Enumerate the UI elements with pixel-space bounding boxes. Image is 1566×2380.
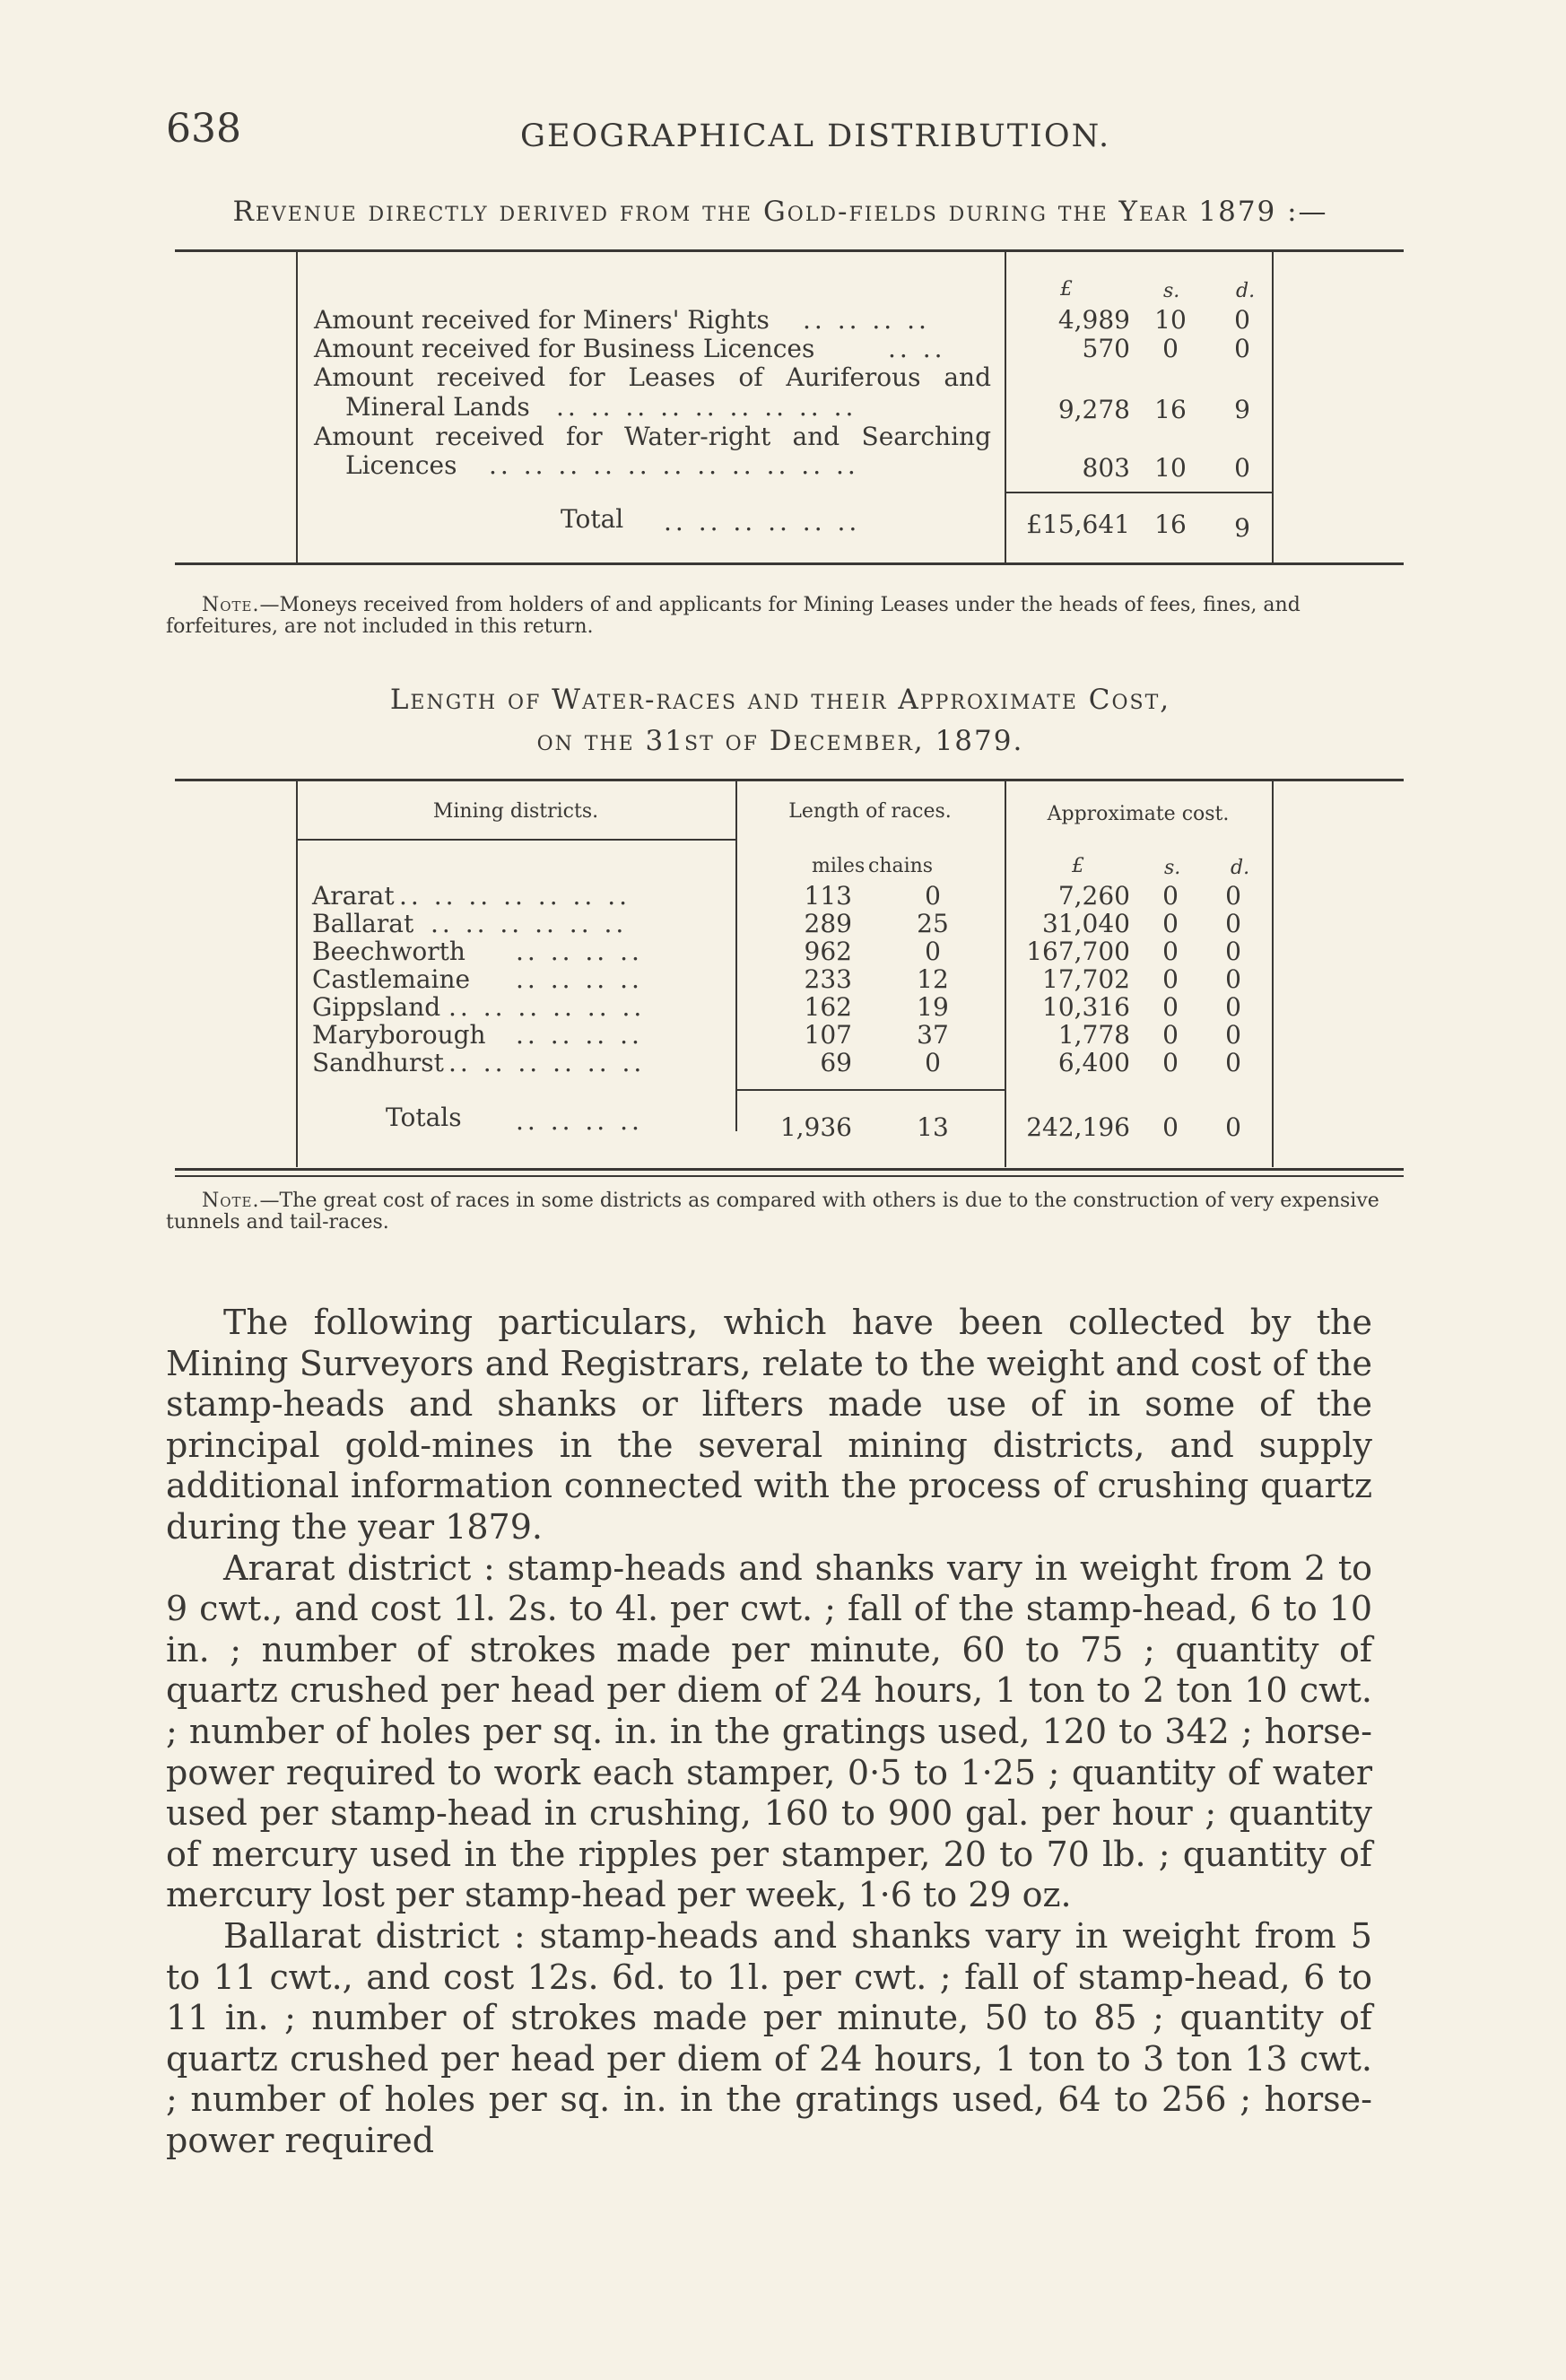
- district-chains: 25: [917, 909, 949, 938]
- district-name: Ballarat: [312, 909, 414, 938]
- revenue-row-label: Amount received for Miners' Rights: [314, 305, 770, 335]
- district-cost-shillings: 0: [1162, 964, 1179, 994]
- district-cost-pence: 0: [1225, 909, 1241, 938]
- water-races-note: [166, 1190, 1386, 1234]
- district-cost-pounds: 10,316: [1042, 992, 1130, 1022]
- district-chains: 12: [917, 964, 949, 994]
- header-cost: Approximate cost.: [1047, 803, 1230, 825]
- revenue-total-shillings: 16: [1154, 510, 1187, 539]
- note-label: Note.: [202, 594, 260, 616]
- unit-chains: chains: [868, 855, 934, 877]
- water-races-title-line1: Length of Water-races and their Approximate Cost,: [389, 684, 1171, 716]
- revenue-row-label-line1: Amount received for Water-right and Searching: [314, 422, 991, 451]
- leader-dots: .. ..: [888, 334, 946, 363]
- district-cost-pounds: 1,778: [1057, 1020, 1130, 1050]
- currency-header-pence: d.: [1236, 280, 1256, 302]
- revenue-row-shillings: 0: [1162, 334, 1179, 363]
- total-rule: [1005, 492, 1272, 493]
- page-header: [166, 106, 1404, 160]
- district-cost-shillings: 0: [1162, 1020, 1179, 1050]
- revenue-row-pounds: 9,278: [1057, 395, 1130, 424]
- note-label: Note.: [202, 1190, 260, 1212]
- district-chains: 37: [917, 1020, 949, 1050]
- district-cost-pounds: 17,702: [1042, 964, 1130, 994]
- revenue-row-shillings: 10: [1154, 453, 1187, 483]
- table-top-rule: [175, 249, 1404, 252]
- revenue-row-pence: 9: [1234, 395, 1250, 424]
- district-cost-pounds: 7,260: [1057, 881, 1130, 911]
- note-text: —Moneys received from holders of and applicants for Mining Leases under the heads of fees, fines, and forfeitures, are not included in this return.: [166, 594, 1301, 638]
- leader-dots: .. .. .. .. .. .. ..: [399, 881, 631, 911]
- leader-dots: .. .. .. ..: [516, 1106, 643, 1136]
- district-cost-pence: 0: [1225, 937, 1241, 966]
- leader-dots: .. .. .. .. .. ..: [448, 1048, 646, 1077]
- totals-cost-shillings: 0: [1162, 1112, 1179, 1142]
- revenue-total-pounds: £15,641: [1026, 510, 1130, 539]
- revenue-total-label: Total: [561, 504, 624, 534]
- district-name: Sandhurst: [312, 1048, 444, 1077]
- note-text: —The great cost of races in some districts as compared with others is due to the construction of very expensive tunnels and tail-races.: [166, 1190, 1379, 1234]
- revenue-note: [166, 595, 1386, 638]
- leader-dots: .. .. .. .. .. ..: [664, 507, 861, 536]
- leader-dots: .. .. .. ..: [803, 305, 930, 335]
- revenue-row-shillings: 16: [1154, 395, 1187, 424]
- district-cost-shillings: 0: [1162, 937, 1179, 966]
- district-name: Beechworth: [312, 937, 465, 966]
- district-cost-pounds: 167,700: [1026, 937, 1130, 966]
- header-districts: Mining districts.: [432, 800, 599, 823]
- district-chains: 0: [925, 881, 941, 911]
- district-miles: 107: [804, 1020, 852, 1050]
- unit-miles: miles: [812, 855, 866, 877]
- district-miles: 113: [804, 881, 852, 911]
- district-cost-pence: 0: [1225, 964, 1241, 994]
- revenue-row-label-line2: Mineral Lands: [345, 392, 530, 422]
- currency-header-shillings: s.: [1163, 280, 1180, 302]
- district-miles: 69: [820, 1048, 852, 1077]
- district-chains: 0: [925, 1048, 941, 1077]
- leader-dots: .. .. .. .. .. .. .. .. ..: [556, 392, 857, 422]
- paragraph: Ballarat district : stamp-heads and shanks vary in weight from 5 to 11 cwt., and cost 12s. 6d. to 1l. per cwt. ; fall of stamp-head, 6 to 11 in. ; number of strokes made per minute, 50 to 85 ; quantity of quartz crushed per head per diem of 24 hours, 1 ton to 3 ton 13 cwt. ; number of holes per sq. in. in the gratings used, 64 to 256 ; horse-power required: [166, 1915, 1372, 2160]
- leader-dots: .. .. .. .. .. ..: [431, 909, 628, 938]
- district-chains: 0: [925, 937, 941, 966]
- district-miles: 233: [804, 964, 852, 994]
- table-bottom-rule: [175, 562, 1404, 565]
- revenue-row-label-line2: Licences: [345, 450, 457, 480]
- water-races-totals-label: Totals: [386, 1103, 462, 1132]
- totals-rule: [735, 1089, 1005, 1091]
- leader-dots: .. .. .. .. .. .. .. .. .. .. ..: [489, 450, 859, 480]
- leader-dots: .. .. .. .. .. ..: [448, 992, 646, 1022]
- leader-dots: .. .. .. ..: [516, 964, 643, 994]
- district-cost-shillings: 0: [1162, 909, 1179, 938]
- district-cost-shillings: 0: [1162, 881, 1179, 911]
- district-name: Gippsland: [312, 992, 441, 1022]
- revenue-row-pence: 0: [1234, 305, 1250, 335]
- table-right-rule: [1272, 781, 1274, 1167]
- revenue-row-shillings: 10: [1154, 305, 1187, 335]
- district-miles: 962: [804, 937, 852, 966]
- page-number: 638: [166, 106, 241, 152]
- district-cost-shillings: 0: [1162, 1048, 1179, 1077]
- unit-pence: d.: [1231, 857, 1250, 879]
- body-text: [166, 1303, 1372, 2161]
- currency-header-pounds: £: [1060, 278, 1073, 301]
- leader-dots: .. .. .. ..: [516, 937, 643, 966]
- header-length: Length of races.: [788, 800, 952, 823]
- unit-shillings: s.: [1164, 857, 1181, 879]
- revenue-row-pounds: 4,989: [1057, 305, 1130, 335]
- paragraph: Ararat district : stamp-heads and shanks vary in weight from 2 to 9 cwt., and cost 1l. 2s. to 4l. per cwt. ; fall of the stamp-head, 6 to 10 in. ; number of strokes made per minute, 60 to 75 ; quantity of quartz crushed per head per diem of 24 hours, 1 ton to 2 ton 10 cwt. ; number of holes per sq. in. in the gratings used, 120 to 342 ; horse-power required to work each stamper, 0·5 to 1·25 ; quantity of water used per stamp-head in crushing, 160 to 900 gal. per hour ; quantity of mercury used in the ripples per stamper, 20 to 70 lb. ; quantity of mercury lost per stamp-head per week, 1·6 to 29 oz.: [166, 1547, 1372, 1915]
- revenue-row-label: Amount received for Business Licences: [314, 334, 815, 363]
- revenue-row-label-line1: Amount received for Leases of Auriferous and: [314, 362, 991, 392]
- district-cost-pounds: 6,400: [1057, 1048, 1130, 1077]
- table-cost-rule: [1005, 781, 1006, 1167]
- header-rule: [296, 839, 735, 841]
- table-right-rule: [1272, 252, 1274, 564]
- district-chains: 19: [917, 992, 949, 1022]
- revenue-row-pence: 0: [1234, 453, 1250, 483]
- revenue-table-title: Revenue directly derived from the Gold-fields during the Year 1879 :—: [232, 196, 1328, 228]
- revenue-row-pounds: 570: [1082, 334, 1130, 363]
- totals-cost-pence: 0: [1225, 1112, 1241, 1142]
- district-miles: 162: [804, 992, 852, 1022]
- district-cost-pence: 0: [1225, 881, 1241, 911]
- table-top-rule: [175, 779, 1404, 781]
- district-name: Ararat: [312, 881, 395, 911]
- running-head: GEOGRAPHICAL DISTRIBUTION.: [520, 118, 1111, 154]
- table-length-rule: [735, 781, 737, 1131]
- district-miles: 289: [804, 909, 852, 938]
- revenue-row-pence: 0: [1234, 334, 1250, 363]
- district-cost-pence: 0: [1225, 1048, 1241, 1077]
- paragraph: The following particulars, which have been collected by the Mining Surveyors and Registrars, relate to the weight and cost of the stamp-heads and shanks or lifters made use of in some of the principal gold-mines in the several mining districts, and supply additional information connected with the process of crushing quartz during the year 1879.: [166, 1303, 1372, 1547]
- revenue-total-pence: 9: [1234, 513, 1250, 543]
- district-cost-shillings: 0: [1162, 992, 1179, 1022]
- table-left-rule: [296, 252, 298, 564]
- table-bottom-rule-2: [175, 1175, 1404, 1177]
- revenue-row-pounds: 803: [1082, 453, 1130, 483]
- district-cost-pence: 0: [1225, 992, 1241, 1022]
- district-name: Castlemaine: [312, 964, 471, 994]
- water-races-title-line2: on the 31st of December, 1879.: [536, 725, 1024, 757]
- district-cost-pence: 0: [1225, 1020, 1241, 1050]
- totals-cost-pounds: 242,196: [1026, 1112, 1130, 1142]
- district-cost-pounds: 31,040: [1042, 909, 1130, 938]
- district-name: Maryborough: [312, 1020, 486, 1050]
- leader-dots: .. .. .. ..: [516, 1020, 643, 1050]
- totals-miles: 1,936: [779, 1112, 852, 1142]
- unit-pounds: £: [1072, 855, 1084, 877]
- table-bottom-rule: [175, 1168, 1404, 1171]
- totals-chains: 13: [917, 1112, 949, 1142]
